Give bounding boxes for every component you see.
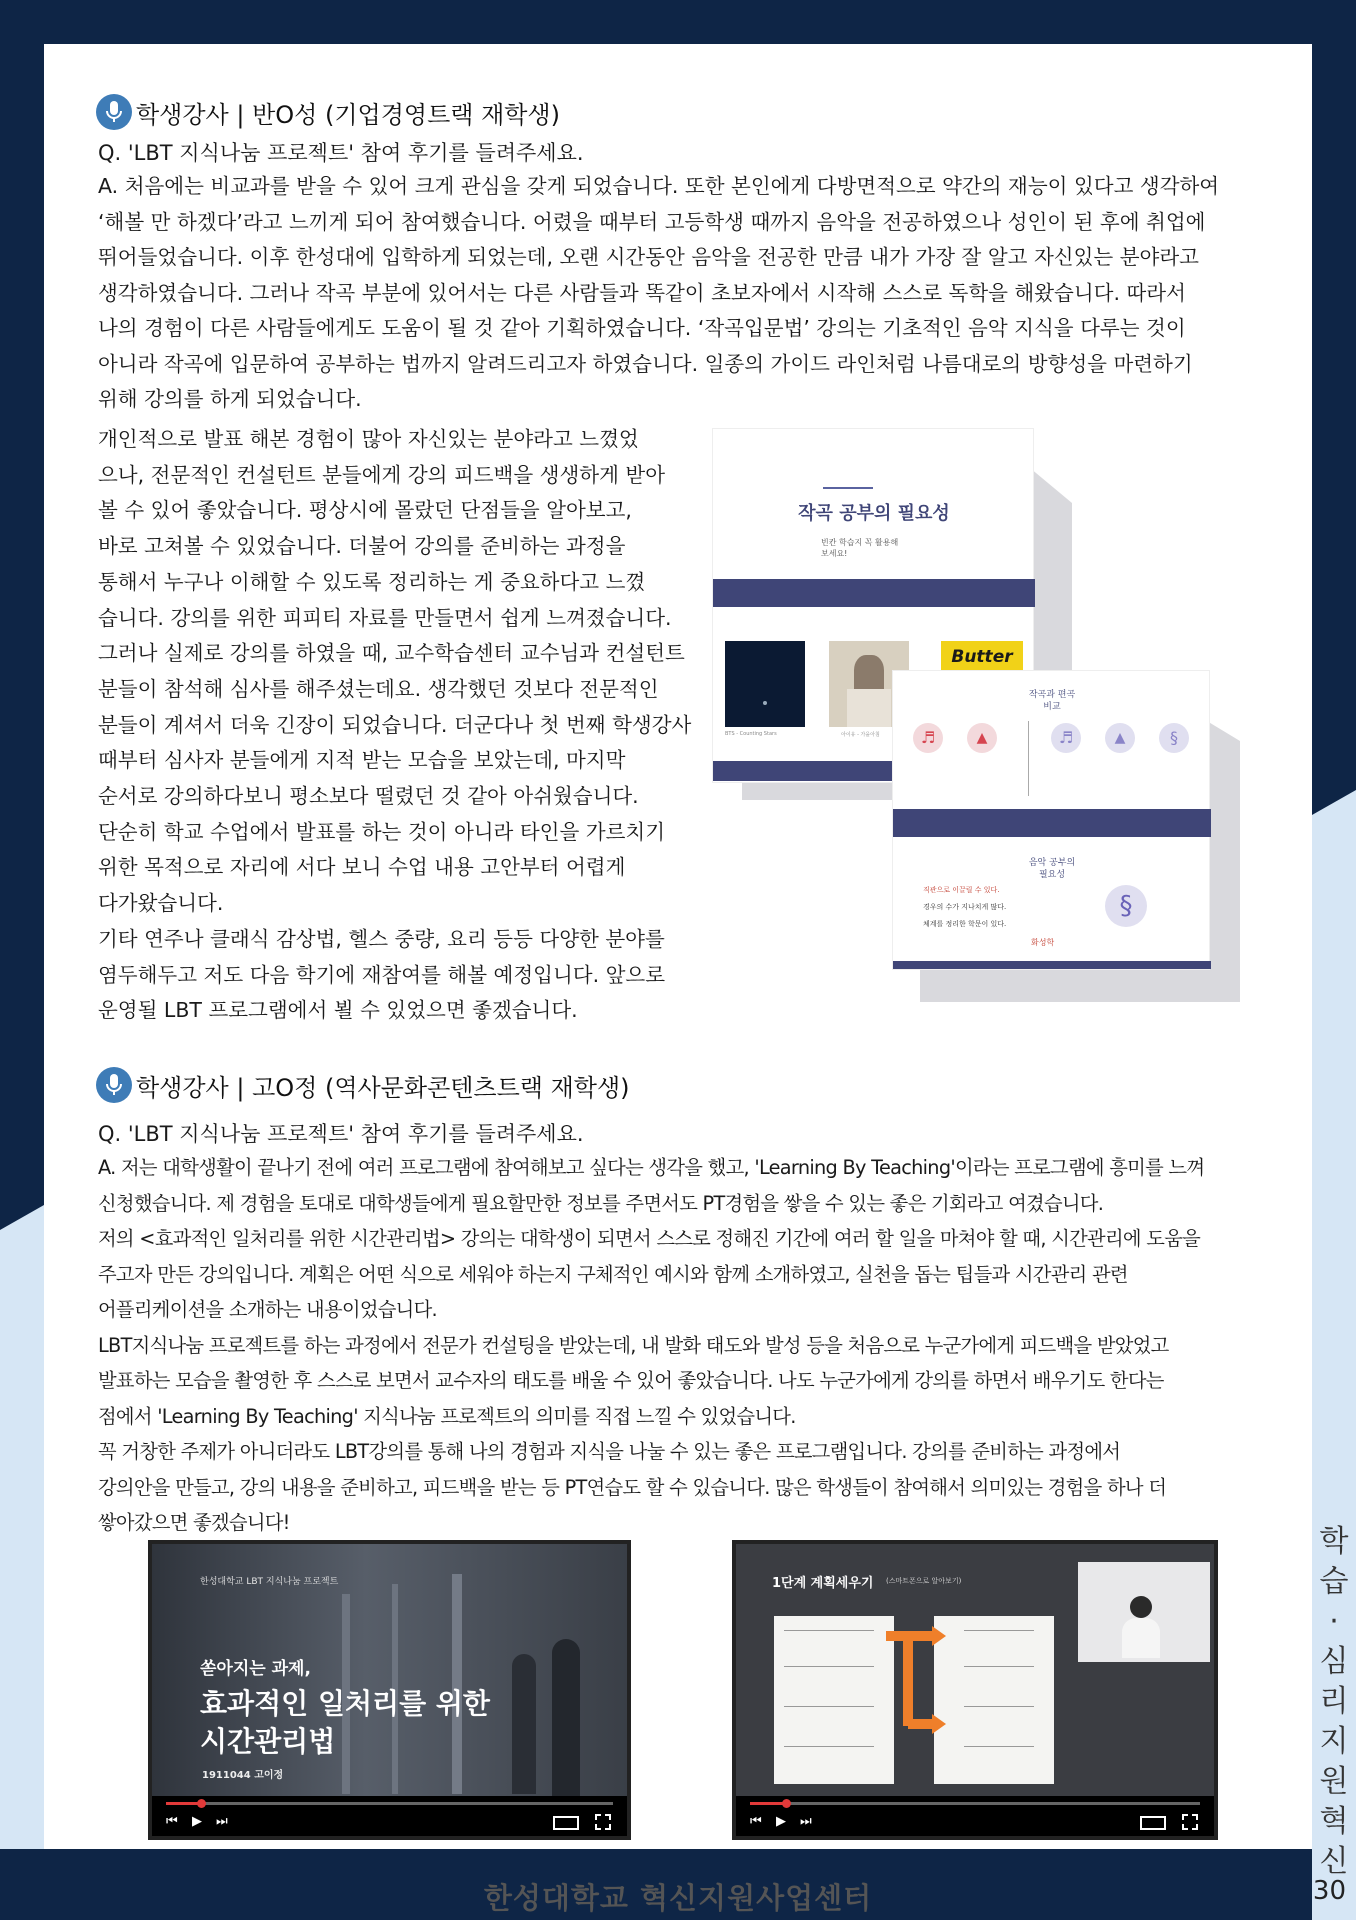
text-line: 저의 <효과적인 일처리를 위한 시간관리법> 강의는 대학생이 되면서 스스로 정해진 기간에 여러 할 일을 마쳐야 할 때, 시간관리에 도움을 (98, 1227, 1201, 1250)
skip-forward-icon-2[interactable]: ⏭ (800, 1814, 812, 1829)
side-label-char: 심 (1319, 1644, 1349, 1679)
side-label-char: 습 (1319, 1564, 1349, 1599)
video2-subtitle: (스마트폰으로 알아보기) (886, 1577, 962, 1585)
text-line: 나의 경험이 다른 사람들에게도 도움이 될 것 같아 기획하였습니다. ‘작곡입문법’ 강의는 기초적인 음악 지식을 다루는 것이 (98, 316, 1186, 340)
planner-right (934, 1616, 1054, 1784)
slide3-item-1: 직관으로 이끌릴 수 있다. (923, 886, 1000, 894)
slide1-subtitle-1: 빈칸 학습지 꼭 활용해 (821, 538, 899, 547)
fullscreen-icon-2[interactable] (1182, 1814, 1198, 1830)
text-line: 바로 고쳐볼 수 있었습니다. 더불어 강의를 준비하는 과정을 (98, 534, 626, 559)
text-line: 분들이 참석해 심사를 해주셨는데요. 생각했던 것보다 전문적인 (98, 676, 659, 701)
slide-composition-vs-arrangement (892, 670, 1210, 970)
side-label-char: 혁 (1319, 1804, 1349, 1839)
music-note-icon: ♬ (913, 723, 943, 753)
slide3-item-2: 경우의 수가 지나치게 많다. (923, 903, 1007, 911)
slide3-item-3: 체계를 정리한 학문이 있다. (923, 920, 1007, 928)
text-line: 꼭 거창한 주제가 아니더라도 LBT강의를 통해 나의 경험과 지식을 나눌 수 있는 좋은 프로그램입니다. 강의를 준비하는 과정에서 (98, 1440, 1121, 1463)
text-line: 볼 수 있어 좋았습니다. 평상시에 몰랐던 단점들을 알아보고, (98, 498, 632, 523)
section2-question: Q. 'LBT 지식나눔 프로젝트' 참여 후기를 들려주세요. (98, 1122, 584, 1146)
text-line: 위한 목적으로 자리에 서다 보니 수업 내용 고안부터 어렵게 (98, 855, 626, 880)
text-line: 분들이 계셔서 더욱 긴장이 되었습니다. 더군다나 첫 번째 학생강사 (98, 712, 692, 737)
text-line: 다가왔습니다. (98, 891, 224, 916)
text-line: 으나, 전문적인 컨설턴트 분들에게 강의 피드백을 생생하게 받아 (98, 462, 666, 487)
video1-line2: 효과적인 일처리를 위한 (200, 1687, 490, 1720)
video2-title: 1단계 계획세우기 (772, 1576, 874, 1591)
slide3-title-1: 음악 공부의 (1028, 858, 1076, 868)
text-line: 통해서 누구나 이해할 수 있도록 정리하는 게 중요하다고 느꼈 (98, 569, 646, 594)
side-label-char: · (1329, 1604, 1339, 1639)
text-line: 그러나 실제로 강의를 하였을 때, 교수학습센터 교수님과 컨설턴트 (98, 641, 685, 666)
slide1-caption-2: 아이유 - 가을아침 (841, 732, 880, 738)
treble-clef-icon: § (1105, 885, 1147, 927)
section2-heading (96, 1067, 630, 1103)
skip-back-icon-2[interactable]: ⏮ (750, 1814, 762, 1829)
text-line: ‘해볼 만 하겠다’라고 느끼게 되어 참여했습니다. 어렸을 때부터 고등학생 때까지 음악을 전공하였으나 성인이 된 후에 취업에 (98, 209, 1206, 234)
side-label-char: 신 (1319, 1844, 1349, 1879)
planner-left (774, 1616, 894, 1784)
text-line: LBT지식나눔 프로젝트를 하는 과정에서 전문가 컨설팅을 받았는데, 내 발화 태도와 발성 등을 처음으로 누군가에게 피드백을 받았었고 (98, 1333, 1169, 1357)
microphone-icon-2 (96, 1067, 132, 1103)
microphone-icon (96, 94, 132, 130)
video-player-1[interactable] (148, 1540, 631, 1840)
text-line: 아니라 작곡에 입문하여 공부하는 법까지 알려드리고자 하였습니다. 일종의 가이드 라인처럼 나름대로의 방향성을 마련하기 (98, 351, 1193, 376)
fullscreen-icon[interactable] (595, 1814, 611, 1830)
section2-answer (98, 1150, 1204, 1541)
text-line: 단순히 학교 수업에서 발표를 하는 것이 아니라 타인을 가르치기 (98, 819, 666, 844)
text-line: 강의안을 만들고, 강의 내용을 준비하고, 피드백을 받는 등 PT연습도 할 수 있습니다. 많은 학생들이 참여해서 의미있는 경험을 하나 더 (98, 1475, 1167, 1499)
album-art-1 (725, 641, 805, 727)
video1-progress-track[interactable] (166, 1802, 613, 1805)
arrow-graphic (886, 1626, 946, 1736)
text-line: 주고자 만든 강의입니다. 계획은 어떤 식으로 세워야 하는지 구체적인 예시와 함께 소개하였고, 실천을 돕는 팁들과 시간관리 관련 (98, 1262, 1128, 1286)
theater-mode-icon-2[interactable] (1140, 1816, 1166, 1830)
music-note-icon-2: ♬ (1051, 723, 1081, 753)
video1-author: 1911044 고이정 (202, 1770, 284, 1781)
text-line: A. 저는 대학생활이 끝나기 전에 여러 프로그램에 참여해보고 싶다는 생각을 했고, 'Learning By Teaching'이라는 프로그램에 흥미를 느껴 (98, 1156, 1205, 1179)
text-line: 때부터 심사자 분들에게 지적 받는 모습을 보았는데, 마지막 (98, 748, 626, 773)
text-line: 생각하였습니다. 그러나 작곡 부분에 있어서는 다른 사람들과 똑같이 초보자에서 시작해 스스로 독학을 해왔습니다. 따라서 (98, 280, 1186, 305)
butter-logo: Butter (941, 641, 1023, 673)
text-line: 어플리케이션을 소개하는 내용이었습니다. (98, 1298, 437, 1321)
metronome-icon-2: ▲ (1105, 723, 1135, 753)
section1-heading-text: 학생강사 | 반O성 (기업경영트랙 재학생) (136, 100, 560, 129)
video-player-2[interactable] (732, 1540, 1218, 1840)
slide3-note: 화성학 (1031, 938, 1055, 947)
skip-back-icon[interactable]: ⏮ (166, 1814, 178, 1829)
side-label-char: 지 (1319, 1724, 1349, 1759)
text-line: 쌓아갔으면 좋겠습니다! (98, 1511, 290, 1534)
side-label (1312, 1522, 1356, 1882)
slide3-title-2: 필요성 (1038, 870, 1066, 880)
slide1-subtitle-2: 보세요! (821, 549, 848, 558)
text-line: 발표하는 모습을 촬영한 후 스스로 보면서 교수자의 태도를 배울 수 있어 좋았습니다. 나도 누군가에게 강의를 하면서 배우기도 한다는 (98, 1369, 1164, 1392)
side-label-char: 학 (1319, 1524, 1349, 1559)
metronome-icon: ▲ (967, 723, 997, 753)
text-line: 뛰어들었습니다. 이후 한성대에 입학하게 되었는데, 오랜 시간동안 음악을 전공한 만큼 내가 가장 잘 알고 자신있는 분야라고 (98, 245, 1199, 269)
text-line: 기타 연주나 클래식 감상법, 헬스 중량, 요리 등등 다양한 분야를 (98, 926, 665, 951)
video1-header: 한성대학교 LBT 지식나눔 프로젝트 (200, 1577, 339, 1587)
footer-title: 한성대학교 혁신지원사업센터 (483, 1881, 873, 1915)
text-line: A. 처음에는 비교과를 받을 수 있어 크게 관심을 갖게 되었습니다. 또한 본인에게 다방면적으로 약간의 재능이 있다고 생각하여 (98, 174, 1220, 198)
play-icon-2[interactable]: ▶ (776, 1814, 786, 1829)
text-line: 습니다. 강의를 위한 피피티 자료를 만들면서 쉽게 느껴졌습니다. (98, 605, 672, 630)
text-line: 순서로 강의하다보니 평소보다 떨렸던 것 같아 아쉬웠습니다. (98, 784, 639, 809)
speaker-webcam (1078, 1562, 1210, 1662)
bottom-bar (44, 1849, 1312, 1867)
skip-forward-icon[interactable]: ⏭ (216, 1814, 228, 1829)
section1-question: Q. 'LBT 지식나눔 프로젝트' 참여 후기를 들려주세요. (98, 141, 584, 165)
theater-mode-icon[interactable] (553, 1816, 579, 1830)
bass-clef-icon: § (1159, 723, 1189, 753)
video1-line1: 쏟아지는 과제, (200, 1659, 311, 1679)
slide1-title: 작곡 공부의 필요성 (798, 503, 950, 524)
text-line: 위해 강의를 하게 되었습니다. (98, 387, 362, 411)
slide2-title-2: 비교 (1043, 702, 1061, 712)
play-icon[interactable]: ▶ (192, 1814, 202, 1829)
text-line: 신청했습니다. 제 경험을 토대로 대학생들에게 필요할만한 정보를 주면서도 PT경험을 쌓을 수 있는 좋은 기회라고 여겼습니다. (98, 1191, 1104, 1215)
text-line: 점에서 'Learning By Teaching' 지식나눔 프로젝트의 의미를 직접 느낄 수 있었습니다. (98, 1404, 796, 1428)
video1-controls (152, 1796, 627, 1836)
text-line: 염두해두고 저도 다음 학기에 재참여를 해볼 예정입니다. 앞으로 (98, 962, 666, 987)
video2-progress-track[interactable] (750, 1802, 1200, 1805)
slide1-caption-1: BTS - Counting Stars (725, 731, 777, 737)
slide2-title-1: 작곡과 편곡 (1028, 690, 1076, 700)
page-number: 30 (1312, 1876, 1346, 1906)
section1-left-text (98, 422, 691, 1029)
section1-answer (98, 169, 1219, 418)
video2-controls (736, 1796, 1214, 1836)
video1-line3: 시간관리법 (200, 1725, 336, 1758)
side-label-char: 리 (1319, 1684, 1349, 1719)
section2-heading-text: 학생강사 | 고O정 (역사문화콘텐츠트랙 재학생) (136, 1073, 630, 1102)
section1-heading (96, 94, 560, 130)
text-line: 운영될 LBT 프로그램에서 뵐 수 있었으면 좋겠습니다. (98, 998, 578, 1023)
side-label-char: 원 (1319, 1764, 1349, 1799)
text-line: 개인적으로 발표 해본 경험이 많아 자신있는 분야라고 느꼈었 (98, 427, 639, 451)
